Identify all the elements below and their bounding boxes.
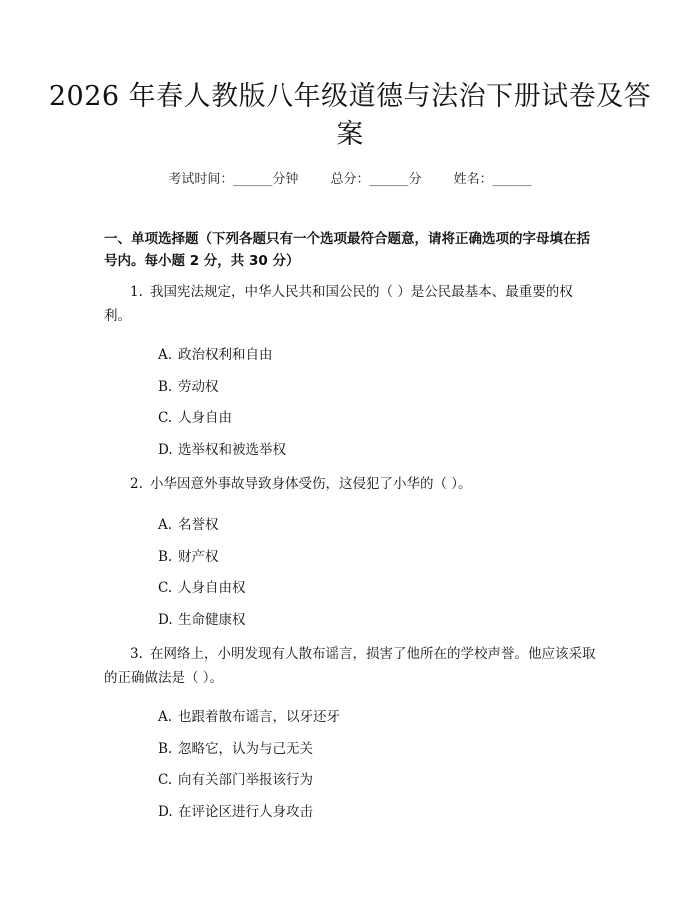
option-letter: A.: [158, 709, 173, 725]
option-letter: D.: [158, 441, 173, 458]
question-text: 我国宪法规定，中华人民共和国公民的（ ）是公民最基本、最重要的权利。: [104, 284, 573, 324]
option-text: 人身自由权: [178, 580, 246, 596]
option-text: 劳动权: [178, 378, 219, 395]
exam-time: 考试时间：______分钟: [168, 172, 299, 187]
question-2: [104, 472, 596, 496]
option-text: 忽略它，认为与己无关: [178, 740, 313, 757]
option-letter: D.: [158, 611, 173, 628]
option-text: 生命健康权: [178, 611, 246, 628]
option-letter: C.: [158, 580, 173, 596]
option-text: 人身自由: [178, 410, 232, 426]
option-text: 也跟着散布谣言，以牙还牙: [178, 709, 340, 725]
question-text: 小华因意外事故导致身体受伤，这侵犯了小华的（ ）。: [150, 476, 472, 492]
option-b: [104, 734, 596, 766]
question-1: [104, 280, 596, 328]
question-number: 2.: [130, 476, 143, 492]
question-list: [104, 280, 596, 828]
option-d: [104, 435, 596, 467]
option-text: 政治权利和自由: [178, 347, 273, 363]
option-letter: D.: [158, 803, 173, 820]
option-d: [104, 797, 596, 829]
question-number: 1.: [130, 284, 143, 300]
option-c: [104, 765, 596, 797]
section-heading: 一、单项选择题（下列各题只有一个选项最符合题意，请将正确选项的字母填在括号内。每小题 2 分，共 30 分）: [104, 231, 590, 269]
question-number: 3.: [130, 646, 143, 662]
option-letter: C.: [158, 772, 173, 788]
option-letter: B.: [158, 378, 173, 395]
option-letter: C.: [158, 410, 173, 426]
exam-meta: [0, 168, 700, 187]
option-a: [104, 340, 596, 372]
question-2-options: [104, 510, 596, 636]
page-title: 2026 年春人教版八年级道德与法治下册试卷及答案: [48, 81, 652, 150]
option-d: [104, 605, 596, 637]
exam-total-score: 总分：______分: [330, 172, 422, 187]
option-c: [104, 573, 596, 605]
option-letter: A.: [158, 517, 173, 533]
option-text: 在评论区进行人身攻击: [178, 803, 313, 820]
option-b: [104, 542, 596, 574]
option-letter: B.: [158, 548, 173, 565]
option-a: [104, 702, 596, 734]
option-letter: A.: [158, 347, 173, 363]
question-3: [104, 642, 596, 690]
option-text: 向有关部门举报该行为: [178, 772, 313, 788]
option-a: [104, 510, 596, 542]
question-1-options: [104, 340, 596, 466]
option-text: 财产权: [178, 548, 219, 565]
option-text: 选举权和被选举权: [178, 441, 286, 458]
option-text: 名誉权: [178, 517, 219, 533]
option-letter: B.: [158, 740, 173, 757]
question-text: 在网络上，小明发现有人散布谣言，损害了他所在的学校声誉。他应该采取的正确做法是（ ）。: [104, 646, 596, 686]
student-name: 姓名：______: [453, 172, 532, 187]
option-c: [104, 403, 596, 435]
option-b: [104, 372, 596, 404]
question-3-options: [104, 702, 596, 828]
